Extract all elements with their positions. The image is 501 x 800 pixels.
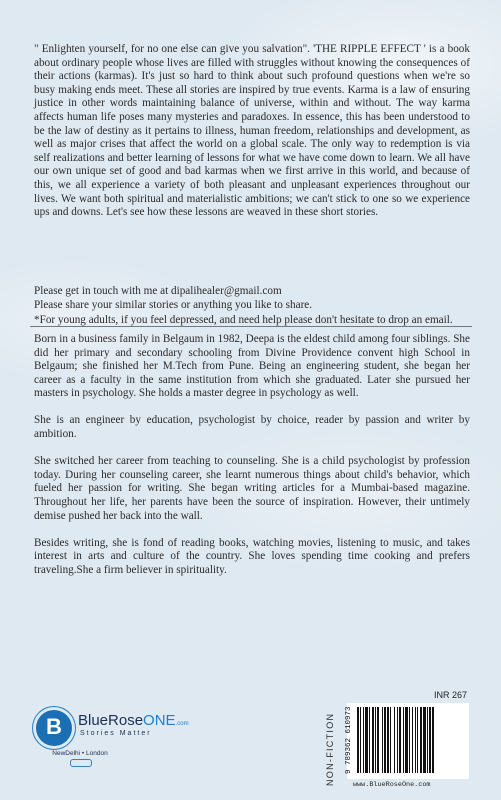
barcode-stripe [403,707,404,773]
barcode-stripe [363,707,364,773]
barcode-stripe [417,707,418,773]
publisher-logo [30,708,210,768]
barcode-stripe [365,707,368,773]
section-divider [30,326,472,327]
barcode-stripe [415,707,416,773]
barcode-stripe [409,707,410,773]
barcode-stripe [427,707,428,773]
barcode-stripe [412,707,413,773]
bio-paragraph: Born in a business family in Belgaum in 1982, Deepa is the eldest child among four siblings. She did her primary and secondary schooling from Divine Providence convent high School in Belgaum; she finished her M.Tech from Pune. Being an engineering student, she began her career as a faculty in the same institution from which she graduated. Later she pursued her masters in psychology. She holds a master degree in psychology as well. [34,333,470,400]
author-bio [34,333,470,591]
bio-paragraph: She switched her career from teaching to counseling. She is a child psychologist by profession today. During her counseling career, she learnt numerous things about child's behavior, which fueled her passion for writing. She began writing articles for a Mumbai-based magazine. Throughout her life, her parents have been the source of inspiration. However, their untimely demise pushed her back into the wall. [34,455,470,522]
publisher-cities: NewDelhi • London [52,750,108,757]
publisher-tagline: Stories Matter [80,730,152,737]
barcode-stripe [382,707,383,773]
publisher-website: www.BlueRoseOne.com [353,781,431,789]
contact-email-line: Please get in touch with me at dipalihealer@gmail.com [34,285,282,297]
barcode-stripe [405,707,408,773]
bio-paragraph: Besides writing, she is fond of reading books, watching movies, listening to music, and takes interest in arts and culture of the country. She loves spending time cooking and prefers traveling.She a firm believer in spirituality. [34,536,470,576]
publisher-mark-icon: B [36,710,72,746]
barcode-stripe [394,707,395,773]
barcode-stripe [357,707,359,773]
barcode-stripe [375,707,376,773]
barcode-stripe [399,707,401,773]
barcode-stripe [369,707,370,773]
isbn-number: 9 789362 610973 [345,706,353,774]
barcode-icon [357,707,465,773]
genre-label: NON-FICTION [325,712,335,786]
barcode-stripe [397,707,398,773]
publisher-seal-icon [70,759,92,767]
barcode-stripe [423,707,426,773]
contact-help-line: *For young adults, if you feel depressed, and need help please don't hesitate to drop an email. [34,313,453,326]
barcode-stripe [429,707,431,773]
contact-share-line: Please share your similar stories or anything you like to share. [34,299,313,312]
barcode-stripe [420,707,422,773]
barcode-stripe [372,707,374,773]
author-contact [34,284,470,327]
bio-paragraph: She is an engineer by education, psychologist by choice, reader by passion and writer by ambition. [34,414,470,441]
back-cover-blurb: " Enlighten yourself, for no one else can give you salvation". 'THE RIPPLE EFFECT ' is a book about ordinary people whose lives are filled with struggles without knowing the consequences of their actions (karmas). It's just so hard to think about such profound questions when we're so busy making ends meet. These all stories are inspired by true events. Karma is a law of ensuring justice in other words maintaining balance of universe, within and without. The way karma affects human life poses many mysteries and paradoxes. In essence, this has been understood to be the law of destiny as it pertains to illness, human freedom, relationships and development, as well as major crises that affect the world on a global scale. The only way to redemption is via self realizations and better learning of lessons for what we have come down to learn. We all have our own unique set of good and bad karmas when we first arrive in this world, and because of this, we all experience a variety of both pleasant and unpleasant experiences throughout our lives. We want both spiritual and materialistic ambitions; we can't stick to one so we experience ups and downs. Let's see how these lessons are weaved in these short stories. [34,43,470,219]
price-label: INR 267 [434,690,468,700]
barcode-stripe [387,707,389,773]
barcode-stripe [432,707,434,773]
barcode-stripe [384,707,386,773]
barcode-stripe [360,707,361,773]
publisher-name: BlueRoseONE.com [78,712,189,729]
barcode-stripe [377,707,379,773]
barcode-stripe [390,707,391,773]
